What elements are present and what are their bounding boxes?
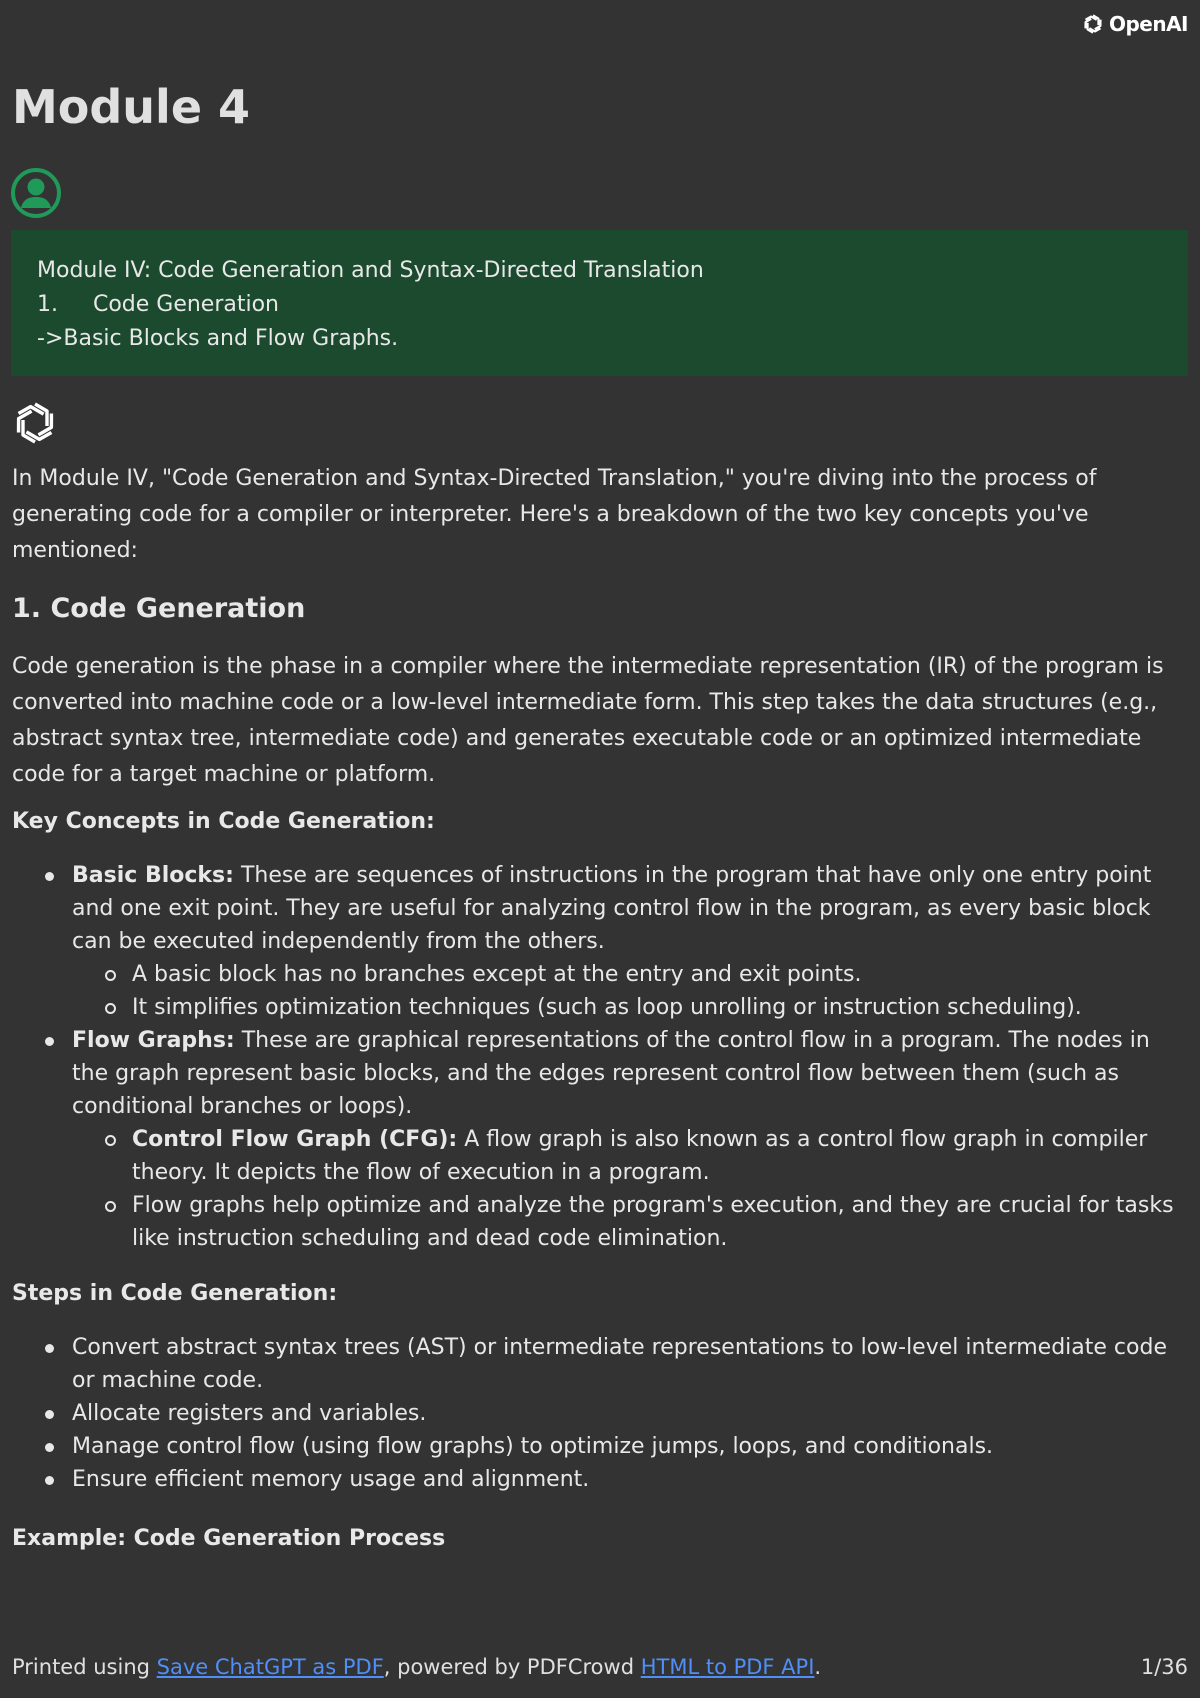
sub-list-item: Flow graphs help optimize and analyze the program's execution, and they are crucial for tasks like instruction scheduling and dead code elimination. xyxy=(132,1189,1188,1255)
footer-prefix: Printed using xyxy=(12,1655,157,1679)
openai-logo-text: OpenAI xyxy=(1108,12,1188,36)
sub-list-item: It simplifies optimization techniques (such as loop unrolling or instruction scheduling). xyxy=(132,991,1188,1024)
steps-list xyxy=(12,1331,1188,1496)
example-label: Example: Code Generation Process xyxy=(12,1526,446,1551)
list-item: Allocate registers and variables. xyxy=(72,1397,1188,1430)
steps-label: Steps in Code Generation: xyxy=(12,1281,338,1306)
list-item xyxy=(72,1024,1188,1255)
save-chatgpt-pdf-link[interactable]: Save ChatGPT as PDF xyxy=(156,1655,384,1679)
list-item: Manage control flow (using flow graphs) to optimize jumps, loops, and conditionals. xyxy=(72,1430,1188,1463)
prompt-line: ->Basic Blocks and Flow Graphs. xyxy=(37,326,399,351)
footer xyxy=(12,1652,1188,1682)
prompt-line: Module IV: Code Generation and Syntax-Directed Translation xyxy=(37,258,704,283)
list-item: Convert abstract syntax trees (AST) or intermediate representations to low-level intermediate code or machine code. xyxy=(72,1331,1188,1397)
user-prompt xyxy=(11,230,1188,376)
list-item-term: Flow Graphs: xyxy=(72,1028,235,1053)
sub-list-item-term: Control Flow Graph (CFG): xyxy=(132,1127,458,1152)
page-number: 1/36 xyxy=(1140,1655,1188,1679)
html-to-pdf-api-link[interactable]: HTML to PDF API xyxy=(640,1655,815,1679)
section-heading: 1. Code Generation xyxy=(12,593,306,624)
list-item: Ensure efficient memory usage and alignment. xyxy=(72,1463,1188,1496)
section-paragraph: Code generation is the phase in a compiler where the intermediate representation (IR) of the program is converted into machine code or a low-level intermediate form. This step takes the data structures (e.g., abstract syntax tree, intermediate code) and generates executable code or an optimized intermediate code for a target machine or platform. xyxy=(12,654,1164,787)
list-item-text: These are sequences of instructions in the program that have only one entry point and one exit point. They are useful for analyzing control flow in the program, as every basic block can be executed independently from the others. xyxy=(72,863,1152,954)
sub-list-item-text: A flow graph is also known as a control flow graph in compiler theory. It depicts the flow of execution in a program. xyxy=(132,1127,1148,1185)
prompt-line: 1. Code Generation xyxy=(37,292,279,317)
list-item xyxy=(72,859,1188,1024)
user-avatar xyxy=(11,168,61,218)
page-title: Module 4 xyxy=(12,80,251,134)
key-concepts-list xyxy=(12,859,1188,1255)
sub-list xyxy=(72,958,1188,1024)
footer-suffix: . xyxy=(814,1655,822,1679)
chatgpt-icon xyxy=(11,399,59,447)
sub-list-item xyxy=(132,1123,1188,1189)
list-item-text: These are graphical representations of the control flow in a program. The nodes in the graph represent basic blocks, and the edges represent control flow between them (such as conditional branches or loops). xyxy=(72,1028,1150,1119)
intro-paragraph: In Module IV, "Code Generation and Syntax-Directed Translation," you're diving into the process of generating code for a compiler or interpreter. Here's a breakdown of the two key concepts you've mentioned: xyxy=(12,466,1097,563)
assistant-avatar xyxy=(11,399,59,447)
footer-middle: , powered by PDFCrowd xyxy=(383,1655,641,1679)
key-concepts-label: Key Concepts in Code Generation: xyxy=(12,809,435,834)
user-avatar-icon xyxy=(11,168,61,218)
list-item-term: Basic Blocks: xyxy=(72,863,234,888)
assistant-response xyxy=(12,461,1188,1556)
sub-list xyxy=(72,1123,1188,1255)
openai-logo-icon xyxy=(1080,11,1106,37)
sub-list-item: A basic block has no branches except at the entry and exit points. xyxy=(132,958,1188,991)
openai-logo xyxy=(1080,11,1188,37)
